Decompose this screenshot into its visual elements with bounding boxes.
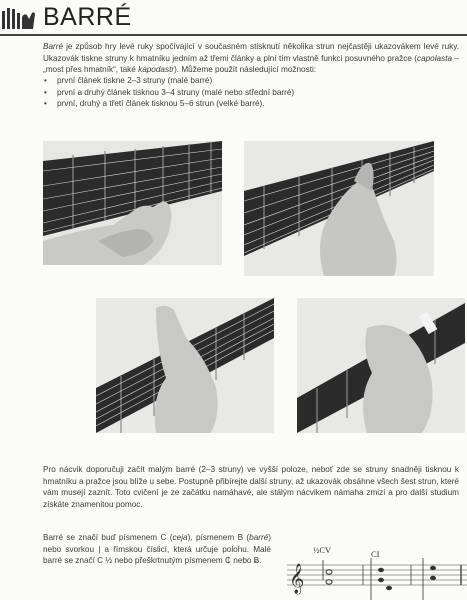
intro-text-1: je způsob hry levé ruky spočívající v současném stisknutí několika strun nejčastěji ukazovákem levé ruky. Ukazovák tiskne struny k hmatníku jedním až třemi články a plní tím vlastně funkci posuvného pražce ( xyxy=(43,42,459,63)
notation-text-3: ) nebo svorkou | a římskou číslicí, která určuje polohu. Malé barré se značí C ½ nebo přeškrtnutým písmenem ₵ nebo Ƀ. xyxy=(43,533,271,566)
list-item: • první, druhý a třetí článek tisknou 5–6 strun (velké barré). xyxy=(43,98,459,110)
barre-photo-4 xyxy=(297,298,465,433)
notation-paragraph xyxy=(43,532,271,567)
intro-paragraph xyxy=(43,41,459,76)
section-logo-icon xyxy=(2,5,36,31)
page-title: BARRÉ xyxy=(43,3,132,31)
intro-capo-term: capolasta xyxy=(416,53,453,63)
barre-photo-3 xyxy=(96,298,274,433)
header-rule xyxy=(0,34,467,36)
notation-text-1: Barré se značí buď písmenem C ( xyxy=(43,533,173,542)
barre-notation-staff xyxy=(283,545,467,600)
barre-photo-2 xyxy=(244,141,434,276)
barre-label-half-cv: ½CV xyxy=(313,545,332,555)
notation-text-2: ), písmenem B ( xyxy=(187,533,250,542)
svg-text:𝄞: 𝄞 xyxy=(289,564,305,594)
intro-term: Barré xyxy=(43,42,64,51)
list-item: • první a druhý článek tisknou 3–4 struny (malé nebo střední barré) xyxy=(43,87,459,99)
practice-paragraph: Pro nácvik doporučuji začít malým barré (2–3 struny) ve vyšší poloze, neboť zde se struny snadněji tisknou k hmatníku a pražce jsou blíže u sebe. Postupně přibírejte další struny, až ukazovák obsáhne všech šest strun, které vám musejí zaznít. Toto cvičení je ze začátku namáhavé, ale stálým nácvikem námaha zmizí a pro další studium získáte znamenitou pomoc. xyxy=(43,465,459,509)
list-item: • první článek tiskne 2–3 struny (malé barré) xyxy=(43,75,459,87)
ceja-term: ceja xyxy=(172,533,188,542)
barre-photo-1 xyxy=(43,141,222,265)
intro-kapo-term: kapodastr xyxy=(138,65,175,75)
barre-label-ci: CI xyxy=(371,549,380,559)
intro-text-2: – „most přes hmatník“, také xyxy=(43,53,459,75)
barre-term: barré xyxy=(249,533,269,542)
barre-options-list xyxy=(43,75,459,110)
intro-text-3: ). Můžeme použít následující možnosti: xyxy=(174,65,317,75)
